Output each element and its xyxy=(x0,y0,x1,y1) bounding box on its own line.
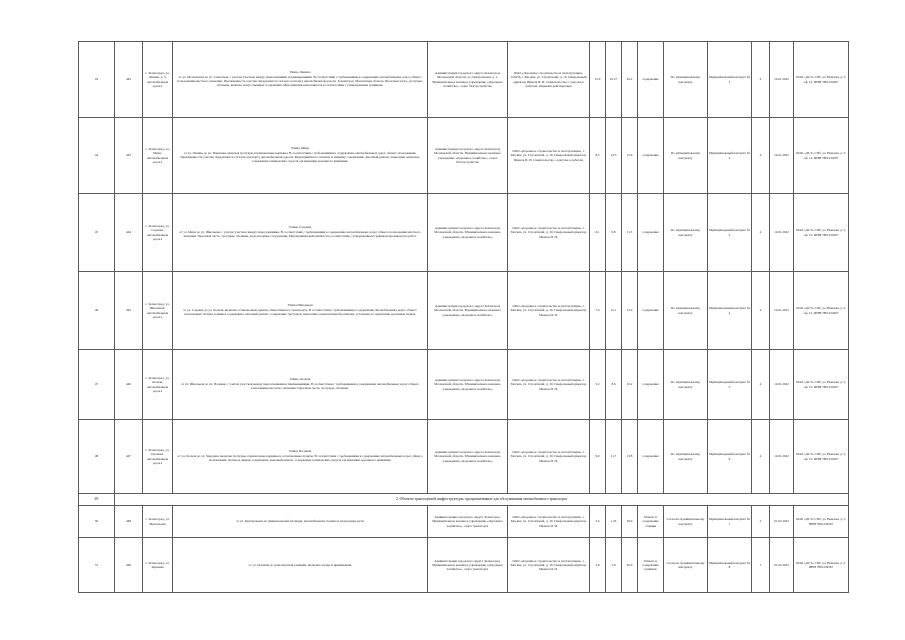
row-basis: По муниципальному контракту xyxy=(664,350,708,420)
row-date: 10.01.2022 xyxy=(770,194,794,272)
table-row xyxy=(79,420,849,494)
row-value-2: 8,6 xyxy=(606,350,622,420)
row-number: 46 xyxy=(79,272,115,350)
row-basis: По муниципальному контракту xyxy=(664,118,708,194)
row-value-3: 11,5 xyxy=(622,194,638,272)
row-value-1: 7,4 xyxy=(590,272,606,350)
row-code: 447 xyxy=(115,420,143,494)
row-number: 47 xyxy=(79,350,115,420)
row-date: 10.01.2022 xyxy=(770,350,794,420)
row-number: 48 xyxy=(79,420,115,494)
row-place: г. Зеленоград, ул. Мира, автомобильная дорога xyxy=(143,118,173,194)
row-value-2: 14,3 xyxy=(606,118,622,194)
row-number: 50 xyxy=(79,506,115,538)
row-count: 4 xyxy=(752,420,770,494)
row-description-text: от ул. Мира до ул. Школьная, с учетом участков между пересечениями. В соответствии с требованиями к содержанию автомобильных дорог общего пользования местного значения. Проезжая часть, тротуары, обочины, водоотводные сооружения. Мероприятия выполняются в соответствии с утвержденным графиком производства работ. xyxy=(179,229,421,239)
row-place: г. Зеленоград, ул. Полевая, автомобильная дорога xyxy=(143,420,173,494)
row-code: 446 xyxy=(115,350,143,420)
row-number: 43 xyxy=(79,42,115,118)
row-value-1: 8,5 xyxy=(590,118,606,194)
row-place: г. Зеленоград, ул. Ленина, д. 5, автомобильная дорога xyxy=(143,42,173,118)
row-contract: Муниципальный контракт № 7 xyxy=(708,506,752,538)
row-code: 449 xyxy=(115,538,143,593)
row-date: 10.01.2022 xyxy=(770,118,794,194)
row-code: 445 xyxy=(115,272,143,350)
row-executor: ООО «Дорожное строительство и эксплуатация», г. Москва, ул. Строителей, д. 10. Генеральный директор Иванов И. И. xyxy=(508,538,590,593)
row-work-type: содержание xyxy=(638,350,664,420)
row-work-type: содержание xyxy=(638,420,664,494)
row-place: г. Зеленоград, ул. Заречная xyxy=(143,538,173,593)
row-code: 444 xyxy=(115,194,143,272)
row-value-1: 3,4 xyxy=(590,506,606,538)
table-row xyxy=(79,42,849,118)
row-organization: ООО «ДСТ» СПб, ул. Невская, д. 5, оф. 12, ИНН 7801234567 xyxy=(794,350,849,420)
table-row xyxy=(79,272,849,350)
table-row xyxy=(79,118,849,194)
row-code: 442 xyxy=(115,42,143,118)
table-row xyxy=(79,350,849,420)
row-code: 443 xyxy=(115,118,143,194)
row-organization: ООО «ДСТ» СПб, ул. Невская, д. 5, оф. 12, ИНН 7801234567 xyxy=(794,118,849,194)
row-place: г. Зеленоград, ул. Вокзальная xyxy=(143,506,173,538)
row-work-type: Ремонт и содержание стоянки xyxy=(638,506,664,538)
row-basis: По муниципальному контракту xyxy=(664,420,708,494)
row-value-2: 2,0 xyxy=(606,538,622,593)
row-executor: ООО «Дорожное строительство и эксплуатация», г. Москва, ул. Строителей, д. 10. Генеральный директор Иванов И. И. xyxy=(508,350,590,420)
row-description-title: Улица Лесная xyxy=(289,376,311,381)
row-number: 45 xyxy=(79,194,115,272)
row-contract: Муниципальный контракт № 1 xyxy=(708,42,752,118)
section-number: 49 xyxy=(79,494,115,506)
row-work-type: содержание xyxy=(638,118,664,194)
row-date: 10.01.2022 xyxy=(770,272,794,350)
row-contract: Муниципальный контракт № 8 xyxy=(708,538,752,593)
row-basis: Согласно муниципальному контракту xyxy=(664,538,708,593)
row-description-title: Улица Школьная xyxy=(287,302,313,307)
row-description-title: Улица Мира xyxy=(290,145,310,150)
row-contract: Муниципальный контракт № 2 xyxy=(708,118,752,194)
row-basis: Согласно муниципальному контракту xyxy=(664,506,708,538)
row-description-text: от ул. Школьная до ул. Полевая, с учетом участков между пересечениями и примыканиями. В соответствии с требованиями к содержанию автомобильных дорог общего пользования местного значения. Проезжая часть, тротуары, обочины. xyxy=(181,381,419,391)
row-description-text: от ул. Садовая до ул. Лесная, включая остановочные пункты общественного транспорта. В соответствии с требованиями к содержанию автомобильных дорог общего пользования. Летнее и зимнее содержание, ямочный ремонт, содержание тротуаров, нанесение горизонтальной разметки, установка и содержание дорожных знаков. xyxy=(183,307,417,317)
row-work-type: содержание xyxy=(638,42,664,118)
row-value-2: 1,45 xyxy=(606,506,622,538)
row-owner: Администрация городского округа Зеленоград. Муниципальное казенное учреждение «Дорожное хозяйство», отдел транспорта xyxy=(428,538,508,593)
row-description xyxy=(173,272,428,350)
row-contract: Муниципальный контракт № 3 xyxy=(708,194,752,272)
row-description xyxy=(173,42,428,118)
row-executor: ООО «Дорожное строительство и эксплуатация», г. Москва, ул. Строителей, д. 10. Генеральный директор Иванов И. И. xyxy=(508,420,590,494)
row-organization: ООО «ДСТ» СПб, ул. Невская, д. 5, ИНН 7801234567 xyxy=(794,538,849,593)
row-work-type: Ремонт и содержание развязки xyxy=(638,538,664,593)
row-executor: ООО «Дорожное строительство и эксплуатация», г. Москва, ул. Строителей, д. 10. Генеральный директор Иванов И. И. xyxy=(508,506,590,538)
row-date: 10.01.2022 xyxy=(770,420,794,494)
row-owner: Администрация городского округа Зеленоград Московской области. Муниципальное казенное учреждение «Дорожное хозяйство», отдел благоустройства xyxy=(428,118,508,194)
row-value-1: 9,0 xyxy=(590,420,606,494)
table-row xyxy=(79,194,849,272)
row-owner: Администрация городского округа Зеленоград Московской области, ул. Центральная, д. 1. Муниципальное казенное учреждение «Дорожное хозяйство», отдел благоустройства xyxy=(428,42,508,118)
row-executor: ООО «Дорожное строительство и эксплуатация», г. Москва, ул. Строителей, д. 10. Генеральный директор Иванов И. И. xyxy=(508,194,590,272)
row-basis: По муниципальному контракту xyxy=(664,272,708,350)
row-number: 44 xyxy=(79,118,115,194)
row-description xyxy=(173,420,428,494)
row-contract: Муниципальный контракт № 4 xyxy=(708,272,752,350)
row-date: 01.02.2022 xyxy=(770,538,794,593)
row-place: г. Зеленоград, ул. Школьная, автомобильная дорога xyxy=(143,272,173,350)
row-value-3: 13,8 xyxy=(622,420,638,494)
row-place: г. Зеленоград, ул. Садовая, автомобильная дорога xyxy=(143,194,173,272)
row-value-3: 29,2 xyxy=(622,42,638,118)
row-count: 1 xyxy=(752,538,770,593)
row-organization: ООО «ДСТ» СПб, ул. Невская, д. 5, оф. 12, ИНН 7801234567 xyxy=(794,420,849,494)
row-description-text: от ул. Ленина до ул. Парковая, включая тротуары и парковочные карманы. В соответствии с требованиями к содержанию автомобильных дорог общего пользования. Протяженность участка определяется согласно паспорту автомобильной дороги. Мероприятия по летнему и зимнему содержанию, ямочный ремонт, нанесение разметки, содержание технических средств организации дорожного движения. xyxy=(180,150,420,164)
row-basis: По муниципальному контракту xyxy=(664,194,708,272)
row-value-3: 12,6 xyxy=(622,118,638,194)
row-count: 4 xyxy=(752,194,770,272)
row-basis: По муниципальному контракту xyxy=(664,42,708,118)
row-description-title: Улица Ленина xyxy=(289,69,311,74)
row-place: г. Зеленоград, ул. Лесная, автомобильная дорога xyxy=(143,350,173,420)
registry-table xyxy=(78,41,849,593)
registry-sheet xyxy=(78,41,846,592)
row-description xyxy=(173,194,428,272)
row-executor: ООО «Дорожное строительство и эксплуатация», 123456, г. Москва, ул. Строителей, д. 10. Генеральный директор Иванов И. И. Свидетельство о допуске к работам, лицензия действующая xyxy=(508,42,590,118)
row-organization: ООО «ДСТ» СПб, ул. Невская, д. 5, оф. 12, ИНН 7801234567 xyxy=(794,42,849,118)
row-count: 4 xyxy=(752,118,770,194)
row-description-title: Улица Садовая xyxy=(288,224,312,229)
row-organization: ООО «ДСТ» СПб, ул. Невская, д. 5, оф. 12, ИНН 7801234567 xyxy=(794,272,849,350)
row-owner: Администрация городского округа Зеленоград. Муниципальное казенное учреждение «Дорожное хозяйство», отдел транспорта xyxy=(428,506,508,538)
row-description xyxy=(173,118,428,194)
row-count: 4 xyxy=(752,42,770,118)
row-value-2: 12,1 xyxy=(606,272,622,350)
row-value-1: 5,2 xyxy=(590,350,606,420)
row-value-1: 2,6 xyxy=(590,538,606,593)
row-date: 01.02.2022 xyxy=(770,506,794,538)
row-value-2: 10,27 xyxy=(606,42,622,118)
row-value-2: 9,8 xyxy=(606,194,622,272)
row-value-3: 18,0 xyxy=(622,506,638,538)
row-value-3: 20,0 xyxy=(622,538,638,593)
row-value-3: 10,2 xyxy=(622,350,638,420)
row-value-1: 6,1 xyxy=(590,194,606,272)
row-description-text: от ул. Лесная до ул. Заречная, включая тротуары, парковочные карманы и остановочные пункты. В соответствии с требованиями к содержанию автомобильных дорог общего пользования. Летнее и зимнее содержание, ямочный ремонт, содержание технических средств организации дорожного движения. xyxy=(177,453,423,463)
row-owner: Администрация городского округа Зеленоград Московской области. Муниципальное казенное учреждение «Дорожное хозяйство» xyxy=(428,350,508,420)
row-description-title: Улица Полевая xyxy=(288,448,312,453)
row-code: 448 xyxy=(115,506,143,538)
row-number: 51 xyxy=(79,538,115,593)
row-date: 10.01.2022 xyxy=(770,42,794,118)
row-contract: Муниципальный контракт № 6 xyxy=(708,420,752,494)
table-row xyxy=(79,506,849,538)
row-contract: Муниципальный контракт № 5 xyxy=(708,350,752,420)
row-owner: Администрация городского округа Зеленоград Московской области. Муниципальное казенное учреждение «Дорожное хозяйство» xyxy=(428,194,508,272)
row-description: от ул. Центральная до привокзальной площади, автомобильная стоянка и подъездные пути xyxy=(173,506,428,538)
section-row xyxy=(79,494,849,506)
row-work-type: содержание xyxy=(638,272,664,350)
row-owner: Администрация городского округа Зеленоград Московской области. Муниципальное казенное учреждение «Дорожное хозяйство» xyxy=(428,272,508,350)
row-count: 4 xyxy=(752,350,770,420)
row-description: от ул. Полевая до транспортной развязки, включая съезды и примыкания xyxy=(173,538,428,593)
row-organization: ООО «ДСТ» СПб, ул. Невская, д. 5, ИНН 7801234567 xyxy=(794,506,849,538)
row-work-type: содержание xyxy=(638,194,664,272)
section-title: 2. Объекты транспортной инфраструктуры, предназначенные для обслуживания автомобильного транспорта xyxy=(115,494,849,506)
row-value-1: 12,9 xyxy=(590,42,606,118)
row-count: 4 xyxy=(752,272,770,350)
row-owner: Администрация городского округа Зеленоград Московской области. Муниципальное казенное учреждение «Дорожное хозяйство» xyxy=(428,420,508,494)
row-value-3: 15,0 xyxy=(622,272,638,350)
row-value-2: 11,7 xyxy=(606,420,622,494)
row-description xyxy=(173,350,428,420)
row-organization: ООО «ДСТ» СПб, ул. Невская, д. 5, оф. 12, ИНН 7801234567 xyxy=(794,194,849,272)
row-executor: ООО «Дорожное строительство и эксплуатация», г. Москва, ул. Строителей, д. 10. Генеральный директор Иванов И. И. Свидетельство о допуске к работам xyxy=(508,118,590,194)
row-count: 2 xyxy=(752,506,770,538)
row-description-text: от ул. Московская до ул. Советская, с учетом участков между пересечениями и примыканиями. В соответствии с требованиями к содержанию автомобильных дорог общего пользования местного значения. Протяженность участка определяется согласно паспорту автомобильной дороги. Зеленоград, Московская область. Проезжая часть, тротуары, обочины, кюветы, искусственные сооружения. Мероприятия выполняются в соответствии с утвержденным графиком. xyxy=(177,74,423,88)
table-row xyxy=(79,538,849,593)
row-executor: ООО «Дорожное строительство и эксплуатация», г. Москва, ул. Строителей, д. 10. Генеральный директор Иванов И. И. xyxy=(508,272,590,350)
